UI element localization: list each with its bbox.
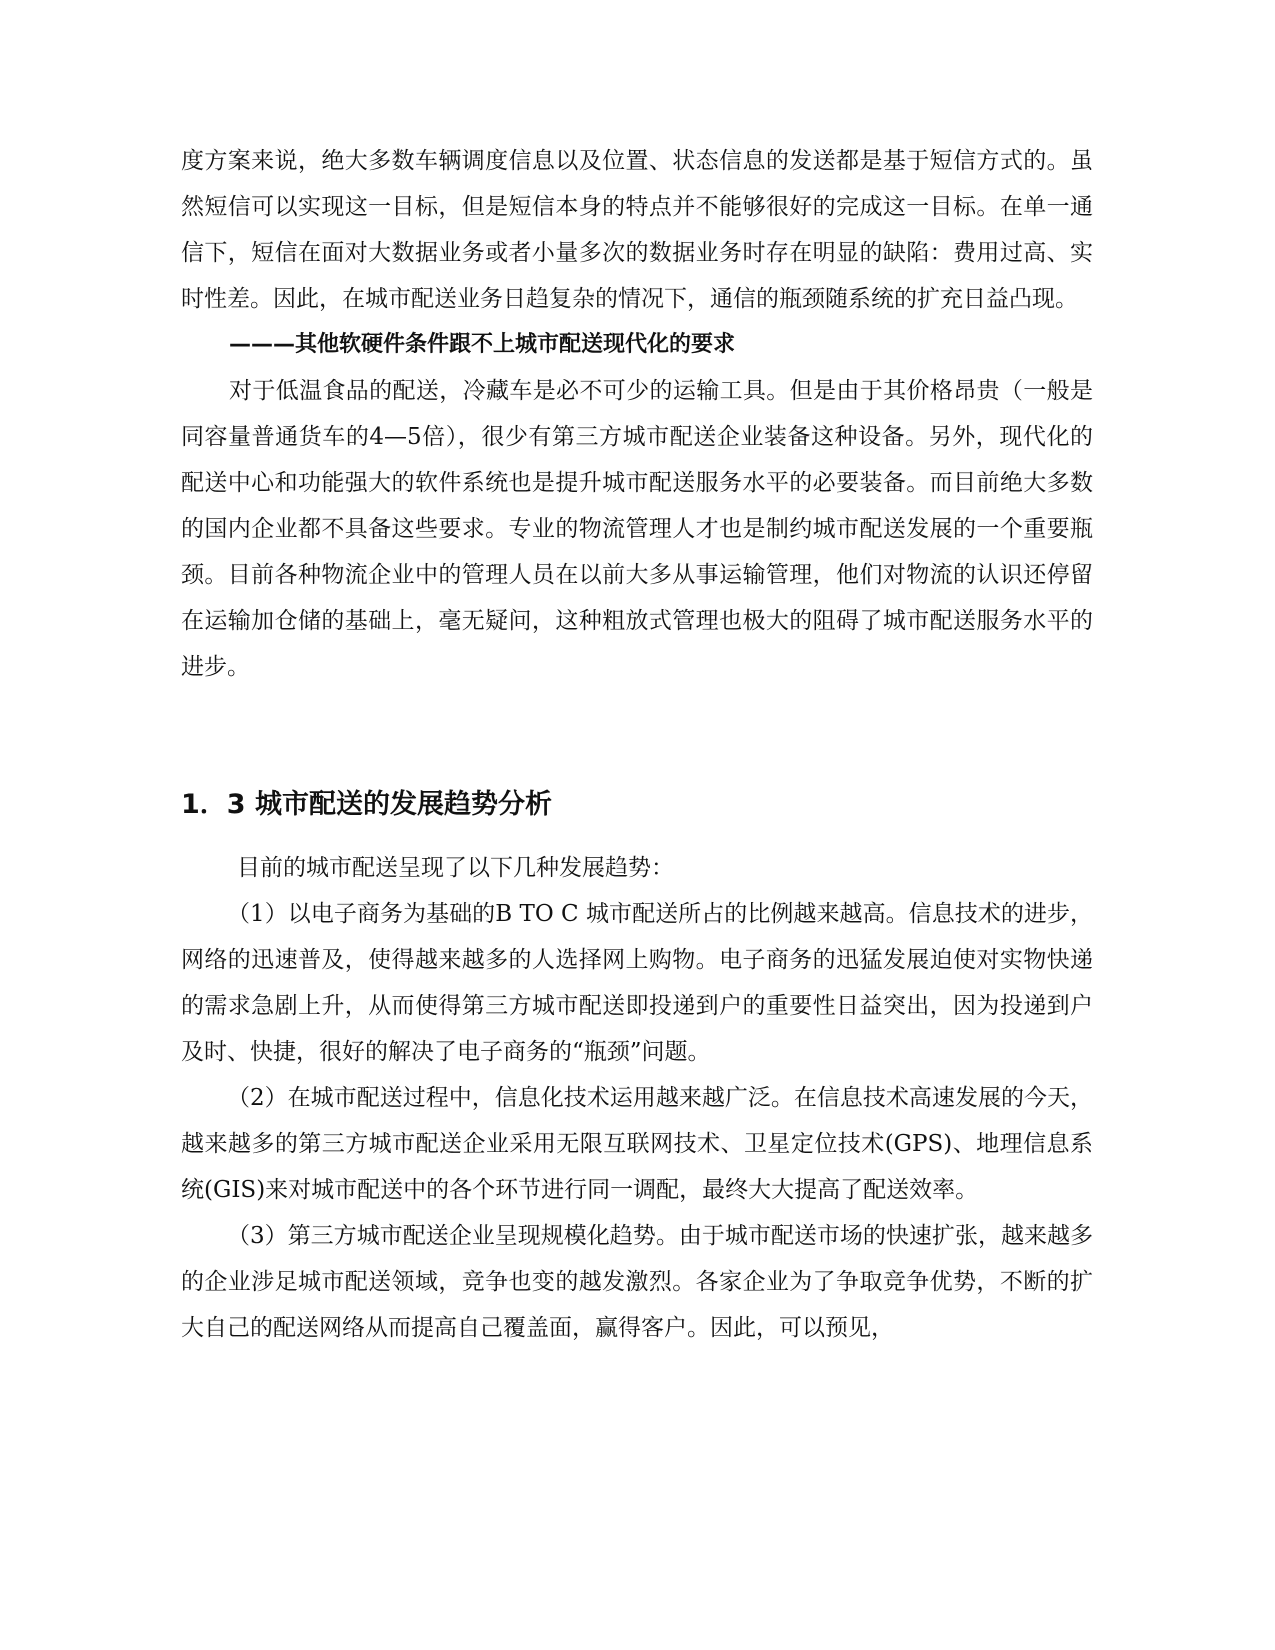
paragraph-sms-bottleneck: 度方案来说，绝大多数车辆调度信息以及位置、状态信息的发送都是基于短信方式的。虽然短信可以实现这一目标，但是短信本身的特点并不能够很好的完成这一目标。在单一通信下，短信在面对大数据业务或者小量多次的数据业务时存在明显的缺陷：费用过高、实时性差。因此，在城市配送业务日趋复杂的情况下，通信的瓶颈随系统的扩充日益凸现。: [181, 148, 1093, 312]
subheading-software-hardware: ———其他软硬件条件跟不上城市配送现代化的要求: [229, 332, 736, 357]
paragraph-trend-1: （1）以电子商务为基础的B TO C 城市配送所占的比例越来越高。信息技术的进步，网络的迅速普及，使得越来越多的人选择网上购物。电子商务的迅猛发展迫使对实物快递的需求急剧上升，从而使得第三方城市配送即投递到户的重要性日益突出，因为投递到户及时、快捷，很好的解决了电子商务的“瓶颈”问题。: [181, 901, 1093, 1065]
paragraph-cold-chain: 对于低温食品的配送，冷藏车是必不可少的运输工具。但是由于其价格昂贵（一般是同容量普通货车的4—5倍），很少有第三方城市配送企业装备这种设备。另外，现代化的配送中心和功能强大的软件系统也是提升城市配送服务水平的必要装备。而目前绝大多数的国内企业都不具备这些要求。专业的物流管理人才也是制约城市配送发展的一个重要瓶颈。目前各种物流企业中的管理人员在以前大多从事运输管理，他们对物流的认识还停留在运输加仓储的基础上，毫无疑问，这种粗放式管理也极大的阻碍了城市配送服务水平的进步。: [181, 378, 1093, 680]
document-page: [181, 138, 1093, 1351]
section-title: 1．3 城市配送的发展趋势分析: [181, 789, 552, 820]
paragraph-intro: 目前的城市配送呈现了以下几种发展趋势：: [237, 855, 674, 881]
paragraph-trend-2: （2）在城市配送过程中，信息化技术运用越来越广泛。在信息技术高速发展的今天，越来越多的第三方城市配送企业采用无限互联网技术、卫星定位技术(GPS)、地理信息系统(GIS)来对城市配送中的各个环节进行同一调配，最终大大提高了配送效率。: [181, 1085, 1093, 1203]
paragraph-trend-3: （3）第三方城市配送企业呈现规模化趋势。由于城市配送市场的快速扩张，越来越多的企业涉足城市配送领域，竞争也变的越发激烈。各家企业为了争取竞争优势，不断的扩大自己的配送网络从而提高自己覆盖面，赢得客户。因此，可以预见，: [181, 1223, 1093, 1341]
